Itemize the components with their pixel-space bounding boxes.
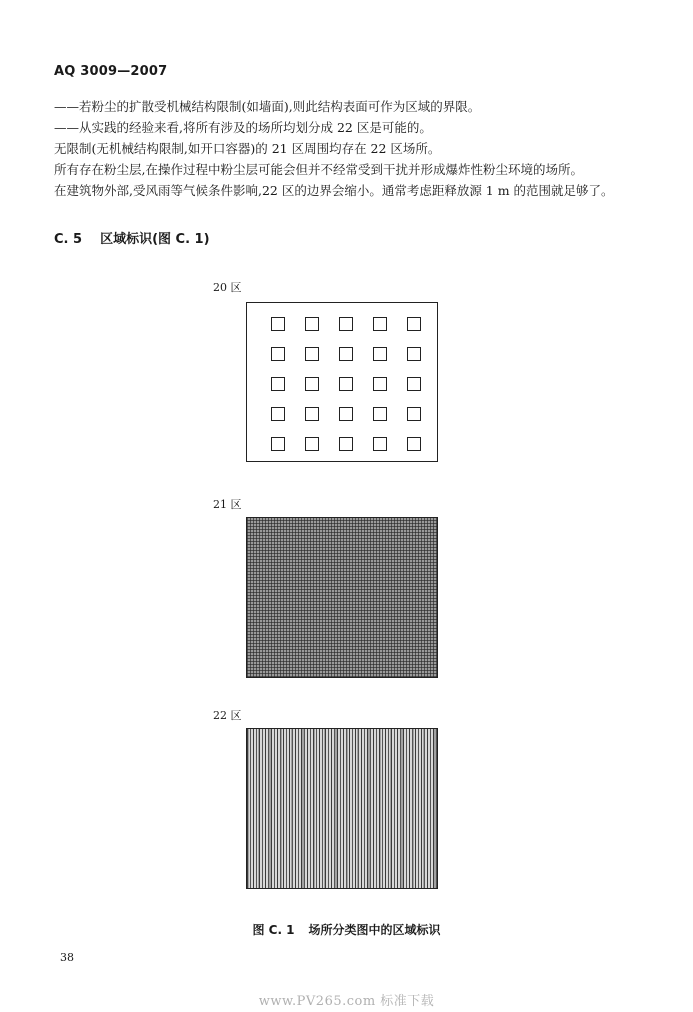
- open-square: [271, 377, 285, 391]
- open-square: [271, 347, 285, 361]
- zone-20-label: 20 区: [213, 281, 242, 294]
- zone-22-symbol: [246, 728, 438, 889]
- open-square: [407, 347, 421, 361]
- open-square: [373, 317, 387, 331]
- open-square: [305, 407, 319, 421]
- body-paragraph: ——若粉尘的扩散受机械结构限制(如墙面),则此结构表面可作为区域的界限。: [54, 99, 481, 114]
- body-paragraph: ——从实践的经验来看,将所有涉及的场所均划分成 22 区是可能的。: [54, 120, 432, 135]
- body-paragraph: 所有存在粉尘层,在操作过程中粉尘层可能会但并不经常受到干扰并形成爆炸性粉尘环境的场所。: [54, 162, 583, 177]
- square-grid: [271, 317, 421, 451]
- page-number: 38: [60, 951, 74, 964]
- open-square: [373, 377, 387, 391]
- figure-caption-text: 场所分类图中的区域标识: [308, 923, 441, 937]
- zone-21-label: 21 区: [213, 498, 242, 511]
- open-square: [339, 407, 353, 421]
- open-square: [407, 377, 421, 391]
- open-square: [271, 407, 285, 421]
- zone-21-symbol: [246, 517, 438, 678]
- section-heading: [54, 228, 210, 247]
- open-square: [305, 437, 319, 451]
- zone-22-label: 22 区: [213, 709, 242, 722]
- open-square: [373, 347, 387, 361]
- open-square: [339, 347, 353, 361]
- open-square: [373, 407, 387, 421]
- figure-number: 图 C. 1: [252, 923, 295, 937]
- open-square: [305, 377, 319, 391]
- body-paragraph: 无限制(无机械结构限制,如开口容器)的 21 区周围均存在 22 区场所。: [54, 141, 441, 156]
- open-square: [339, 377, 353, 391]
- figure-caption: [0, 921, 693, 938]
- open-square: [339, 437, 353, 451]
- open-square: [407, 317, 421, 331]
- open-square: [339, 317, 353, 331]
- watermark: www.PV265.com 标准下载: [258, 994, 435, 1009]
- open-square: [271, 317, 285, 331]
- open-square: [407, 407, 421, 421]
- open-square: [305, 347, 319, 361]
- open-square: [271, 437, 285, 451]
- standard-number: AQ 3009—2007: [54, 64, 168, 79]
- section-title: 区域标识(图 C. 1): [100, 232, 210, 247]
- section-number: C. 5: [54, 232, 83, 247]
- zone-20-symbol: [246, 302, 438, 462]
- open-square: [407, 437, 421, 451]
- open-square: [373, 437, 387, 451]
- open-square: [305, 317, 319, 331]
- body-paragraph: 在建筑物外部,受风雨等气候条件影响,22 区的边界会缩小。通常考虑距释放源 1 m 的范围就足够了。: [54, 183, 614, 198]
